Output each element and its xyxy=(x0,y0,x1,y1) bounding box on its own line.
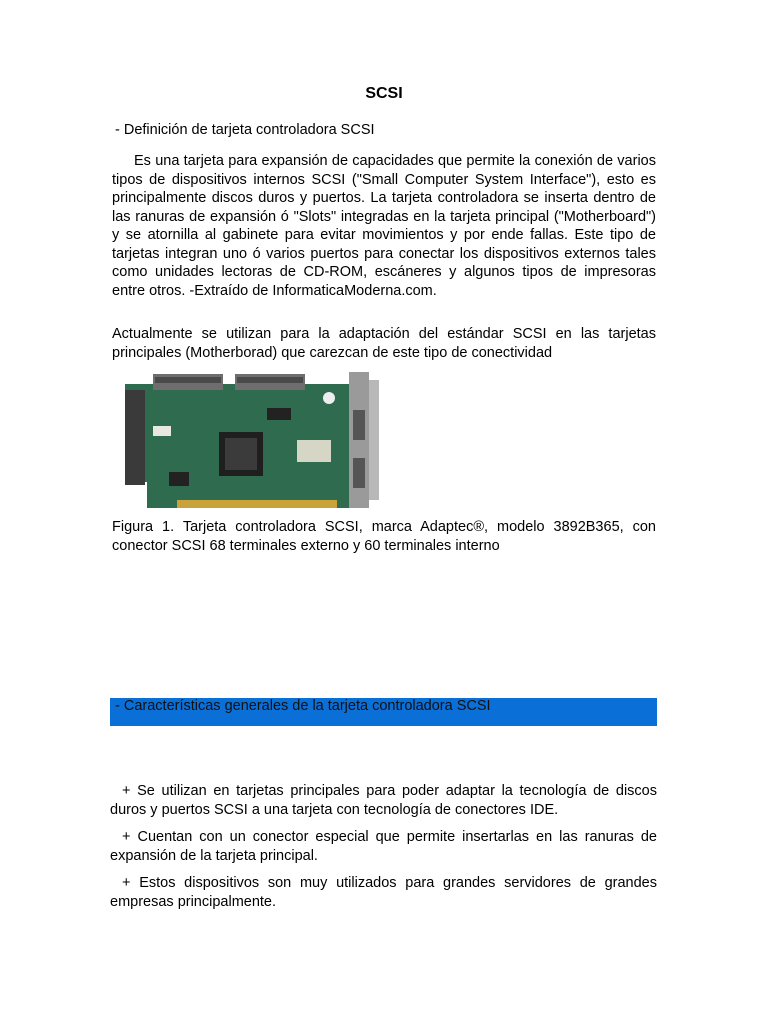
scsi-card-image xyxy=(117,370,393,510)
section-heading: - Características generales de la tarjeta controladora SCSI xyxy=(115,698,491,714)
definition-paragraph: Es una tarjeta para expansión de capacidades que permite la conexión de varios tipos de dispositivos internos SCSI ("Small Computer System Interface"), esto es principalmente discos duros y puertos. La tarjeta controladora se inserta dentro de las ranuras de expansión ó "Slots" integradas en la tarjeta principal ("Motherboard") y se atornilla al gabinete para evitar movimientos y por ende fallas. Este tipo de tarjetas integran uno ó varios puertos para conectar los dispositivos externos tales como unidades lectoras de CD-ROM, escáneres y algunos tipos de impresoras entre otros. -Extraído de InformaticaModerna.com. xyxy=(112,153,656,299)
section-heading-bar xyxy=(110,698,657,726)
list-item: + Cuentan con un conector especial que permite insertarlas en las ranuras de expansión de la tarjeta principal. xyxy=(110,829,657,864)
definition-heading: - Definición de tarjeta controladora SCSI xyxy=(115,122,375,138)
page-title: SCSI xyxy=(365,85,403,102)
list-item: + Se utilizan en tarjetas principales para poder adaptar la tecnología de discos duros y puertos SCSI a una tarjeta con tecnología de conectores IDE. xyxy=(110,783,657,818)
list-item: + Estos dispositivos son muy utilizados para grandes servidores de grandes empresas principalmente. xyxy=(110,875,657,910)
usage-paragraph: Actualmente se utilizan para la adaptación del estándar SCSI en las tarjetas principales (Motherborad) que carezcan de este tipo de conectividad xyxy=(112,326,656,361)
figure-caption: Figura 1. Tarjeta controladora SCSI, marca Adaptec®, modelo 3892B365, con conector SCSI 68 terminales externo y 60 terminales interno xyxy=(112,519,656,554)
